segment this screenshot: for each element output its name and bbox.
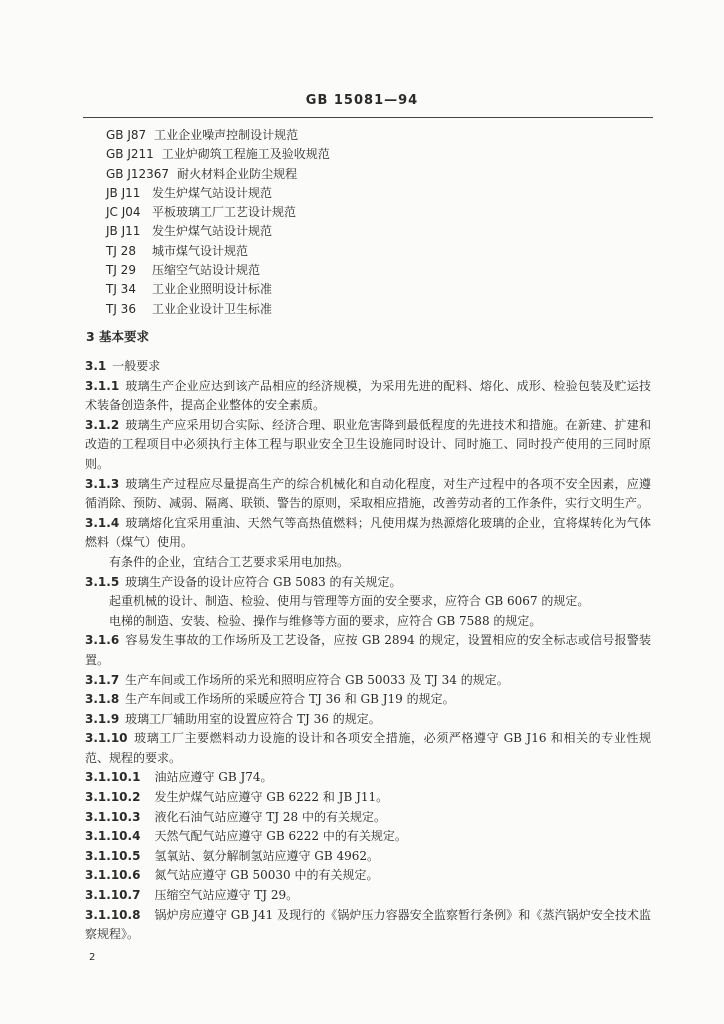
- clause-number: 3.1.3: [85, 476, 120, 491]
- clause-paragraph: [85, 612, 651, 632]
- clause-text: 生产车间或工作场所的采暖应符合 TJ 36 和 GB J19 的规定。: [125, 692, 455, 707]
- reference-code: TJ 36: [106, 301, 136, 316]
- reference-code: JB J11: [106, 224, 141, 239]
- reference-title: 城市煤气设计规范: [152, 243, 249, 258]
- clause-text: 氮气站应遵守 GB 50030 中的有关规定。: [154, 868, 379, 883]
- clause-text: 一般要求: [112, 359, 161, 373]
- clause-number: 3.1.7: [85, 672, 120, 687]
- clause-number: 3.1.9: [85, 711, 120, 726]
- clause-text: 压缩空气站应遵守 TJ 29。: [154, 888, 299, 903]
- clause-paragraph: [85, 475, 651, 514]
- reference-code: TJ 28: [106, 243, 136, 258]
- clause-text: 玻璃工厂主要燃料动力设施的设计和各项安全措施，必须严格遵守 GB J16 和相关的专业性规范、规程的要求。: [85, 731, 651, 765]
- sub-clause: [85, 827, 651, 847]
- clause-text: 玻璃生产应采用切合实际、经济合理、职业危害降到最低程度的先进技术和措施。在新建、扩建和改造的工程项目中必须执行主体工程与职业安全卫生设施同时设计、同时施工、同时投产使用的三同时原则。: [85, 417, 651, 471]
- reference-item: [106, 280, 626, 299]
- clause-text: 玻璃生产过程应尽量提高生产的综合机械化和自动化程度，对生产过程中的各项不安全因素，应遵循消除、预防、减弱、隔离、联锁、警告的原则，采取相应措施，改善劳动者的工作条件，实行文明生产。: [85, 476, 651, 511]
- sub-clause: [85, 847, 651, 867]
- clause-text: 锅炉房应遵守 GB J41 及现行的《锅炉压力容器安全监察暂行条例》和《蒸汽锅炉安全技术监察规程》。: [85, 907, 651, 942]
- reference-item: [106, 222, 626, 241]
- clause-text: 电梯的制造、安装、检验、操作与维修等方面的要求，应符合 GB 7588 的规定。: [109, 613, 542, 628]
- reference-code: TJ 29: [106, 263, 136, 278]
- reference-title: 工业企业照明设计标准: [152, 282, 273, 297]
- clause-paragraph: [85, 729, 651, 768]
- clause-paragraph: [85, 710, 651, 730]
- clause-number: 3.1.10.7: [85, 888, 141, 903]
- reference-item: [106, 300, 626, 319]
- clause-text: 容易发生事故的工作场所及工艺设备，应按 GB 2894 的规定，设置相应的安全标志或信号报警装置。: [85, 633, 651, 667]
- clause-number: 3.1.8: [85, 692, 120, 707]
- clause-paragraph: [85, 514, 651, 553]
- reference-title: 工业炉砌筑工程施工及验收规范: [161, 147, 330, 162]
- reference-title: 耐火材料企业防尘规程: [177, 166, 298, 181]
- reference-code: GB J211: [106, 147, 154, 162]
- reference-code: JB J11: [106, 185, 141, 200]
- normative-references-list: [106, 126, 626, 319]
- clause-paragraph: [85, 573, 651, 593]
- clause-number: 3.1.10.5: [85, 848, 141, 863]
- clause-number: 3.1.10.2: [85, 790, 141, 805]
- reference-title: 工业企业噪声控制设计规范: [154, 128, 299, 142]
- sub-clause: [85, 866, 651, 886]
- reference-title: 工业企业设计卫生标准: [152, 301, 273, 316]
- reference-title: 发生炉煤气站设计规范: [152, 185, 273, 200]
- reference-code: GB J87: [106, 128, 147, 142]
- clause-number: 3.1.6: [85, 633, 120, 648]
- page-number: 2: [89, 952, 96, 963]
- reference-code: TJ 34: [106, 282, 136, 297]
- section-heading: 3 基本要求: [86, 329, 150, 344]
- clause-number: 3.1.10.1: [85, 770, 141, 785]
- header-divider: [83, 117, 653, 118]
- clause-text: 油站应遵守 GB J74。: [154, 770, 273, 785]
- clause-paragraph: [85, 592, 651, 612]
- reference-item: [106, 145, 626, 164]
- reference-item: [106, 184, 626, 203]
- clause-paragraph: [85, 553, 651, 573]
- clause-text: 发生炉煤气站应遵守 GB 6222 和 JB J11。: [154, 790, 389, 805]
- clause-text: 液化石油气站应遵守 TJ 28 中的有关规定。: [154, 809, 386, 824]
- clause-paragraph: [85, 416, 651, 475]
- clause-text: 有条件的企业，宜结合工艺要求采用电加热。: [109, 554, 350, 569]
- reference-item: [106, 203, 626, 222]
- clause-paragraph: [85, 377, 651, 416]
- clause-number: 3.1.10.8: [85, 907, 141, 922]
- clause-number: 3.1.4: [85, 515, 120, 530]
- clause-number: 3.1.1: [85, 378, 120, 393]
- clause-text: 天然气配气站应遵守 GB 6222 中的有关规定。: [154, 829, 407, 844]
- reference-title: 压缩空气站设计规范: [152, 263, 261, 278]
- reference-title: 发生炉煤气站设计规范: [152, 224, 273, 239]
- clause-paragraph: [85, 631, 651, 670]
- section-body: [85, 357, 651, 945]
- reference-item: [106, 261, 626, 280]
- clause-text: 玻璃生产企业应达到该产品相应的经济规模，为采用先进的配料、熔化、成形、检验包装及贮运技术装备创造条件，提高企业整体的安全素质。: [85, 378, 651, 413]
- standard-number-header: GB 15081—94: [305, 93, 419, 108]
- reference-item: [106, 126, 626, 145]
- clause-text: 玻璃生产设备的设计应符合 GB 5083 的有关规定。: [125, 574, 402, 589]
- reference-code: GB J12367: [106, 166, 170, 181]
- clause-text: 氢氧站、氨分解制氢站应遵守 GB 4962。: [154, 848, 380, 863]
- clause-text: 玻璃熔化宜采用重油、天然气等高热值燃料；凡使用煤为热源熔化玻璃的企业，宜将煤转化为气体燃料（煤气）使用。: [85, 515, 651, 550]
- sub-clause: [85, 886, 651, 906]
- reference-item: [106, 165, 626, 184]
- reference-code: JC J04: [106, 205, 141, 220]
- clause-paragraph: [85, 357, 651, 377]
- clause-text: 生产车间或工作场所的采光和照明应符合 GB 50033 及 TJ 34 的规定。: [125, 672, 509, 687]
- sub-clause: [85, 768, 651, 788]
- clause-number: 3.1.5: [85, 574, 120, 589]
- clause-number: 3.1.10: [85, 731, 128, 746]
- clause-number: 3.1.10.3: [85, 809, 141, 824]
- sub-clause: [85, 788, 651, 808]
- clause-number: 3.1.10.6: [85, 868, 141, 883]
- reference-item: [106, 242, 626, 261]
- clause-number: 3.1: [85, 359, 107, 373]
- reference-title: 平板玻璃工厂工艺设计规范: [152, 205, 297, 220]
- sub-clause: [85, 808, 651, 828]
- clause-text: 玻璃工厂辅助用室的设置应符合 TJ 36 的规定。: [125, 711, 381, 726]
- sub-clause: [85, 906, 651, 945]
- clause-number: 3.1.2: [85, 417, 120, 432]
- clause-text: 起重机械的设计、制造、检验、使用与管理等方面的安全要求，应符合 GB 6067 的规定。: [109, 594, 590, 609]
- clause-number: 3.1.10.4: [85, 829, 141, 844]
- clause-paragraph: [85, 690, 651, 710]
- clause-paragraph: [85, 671, 651, 691]
